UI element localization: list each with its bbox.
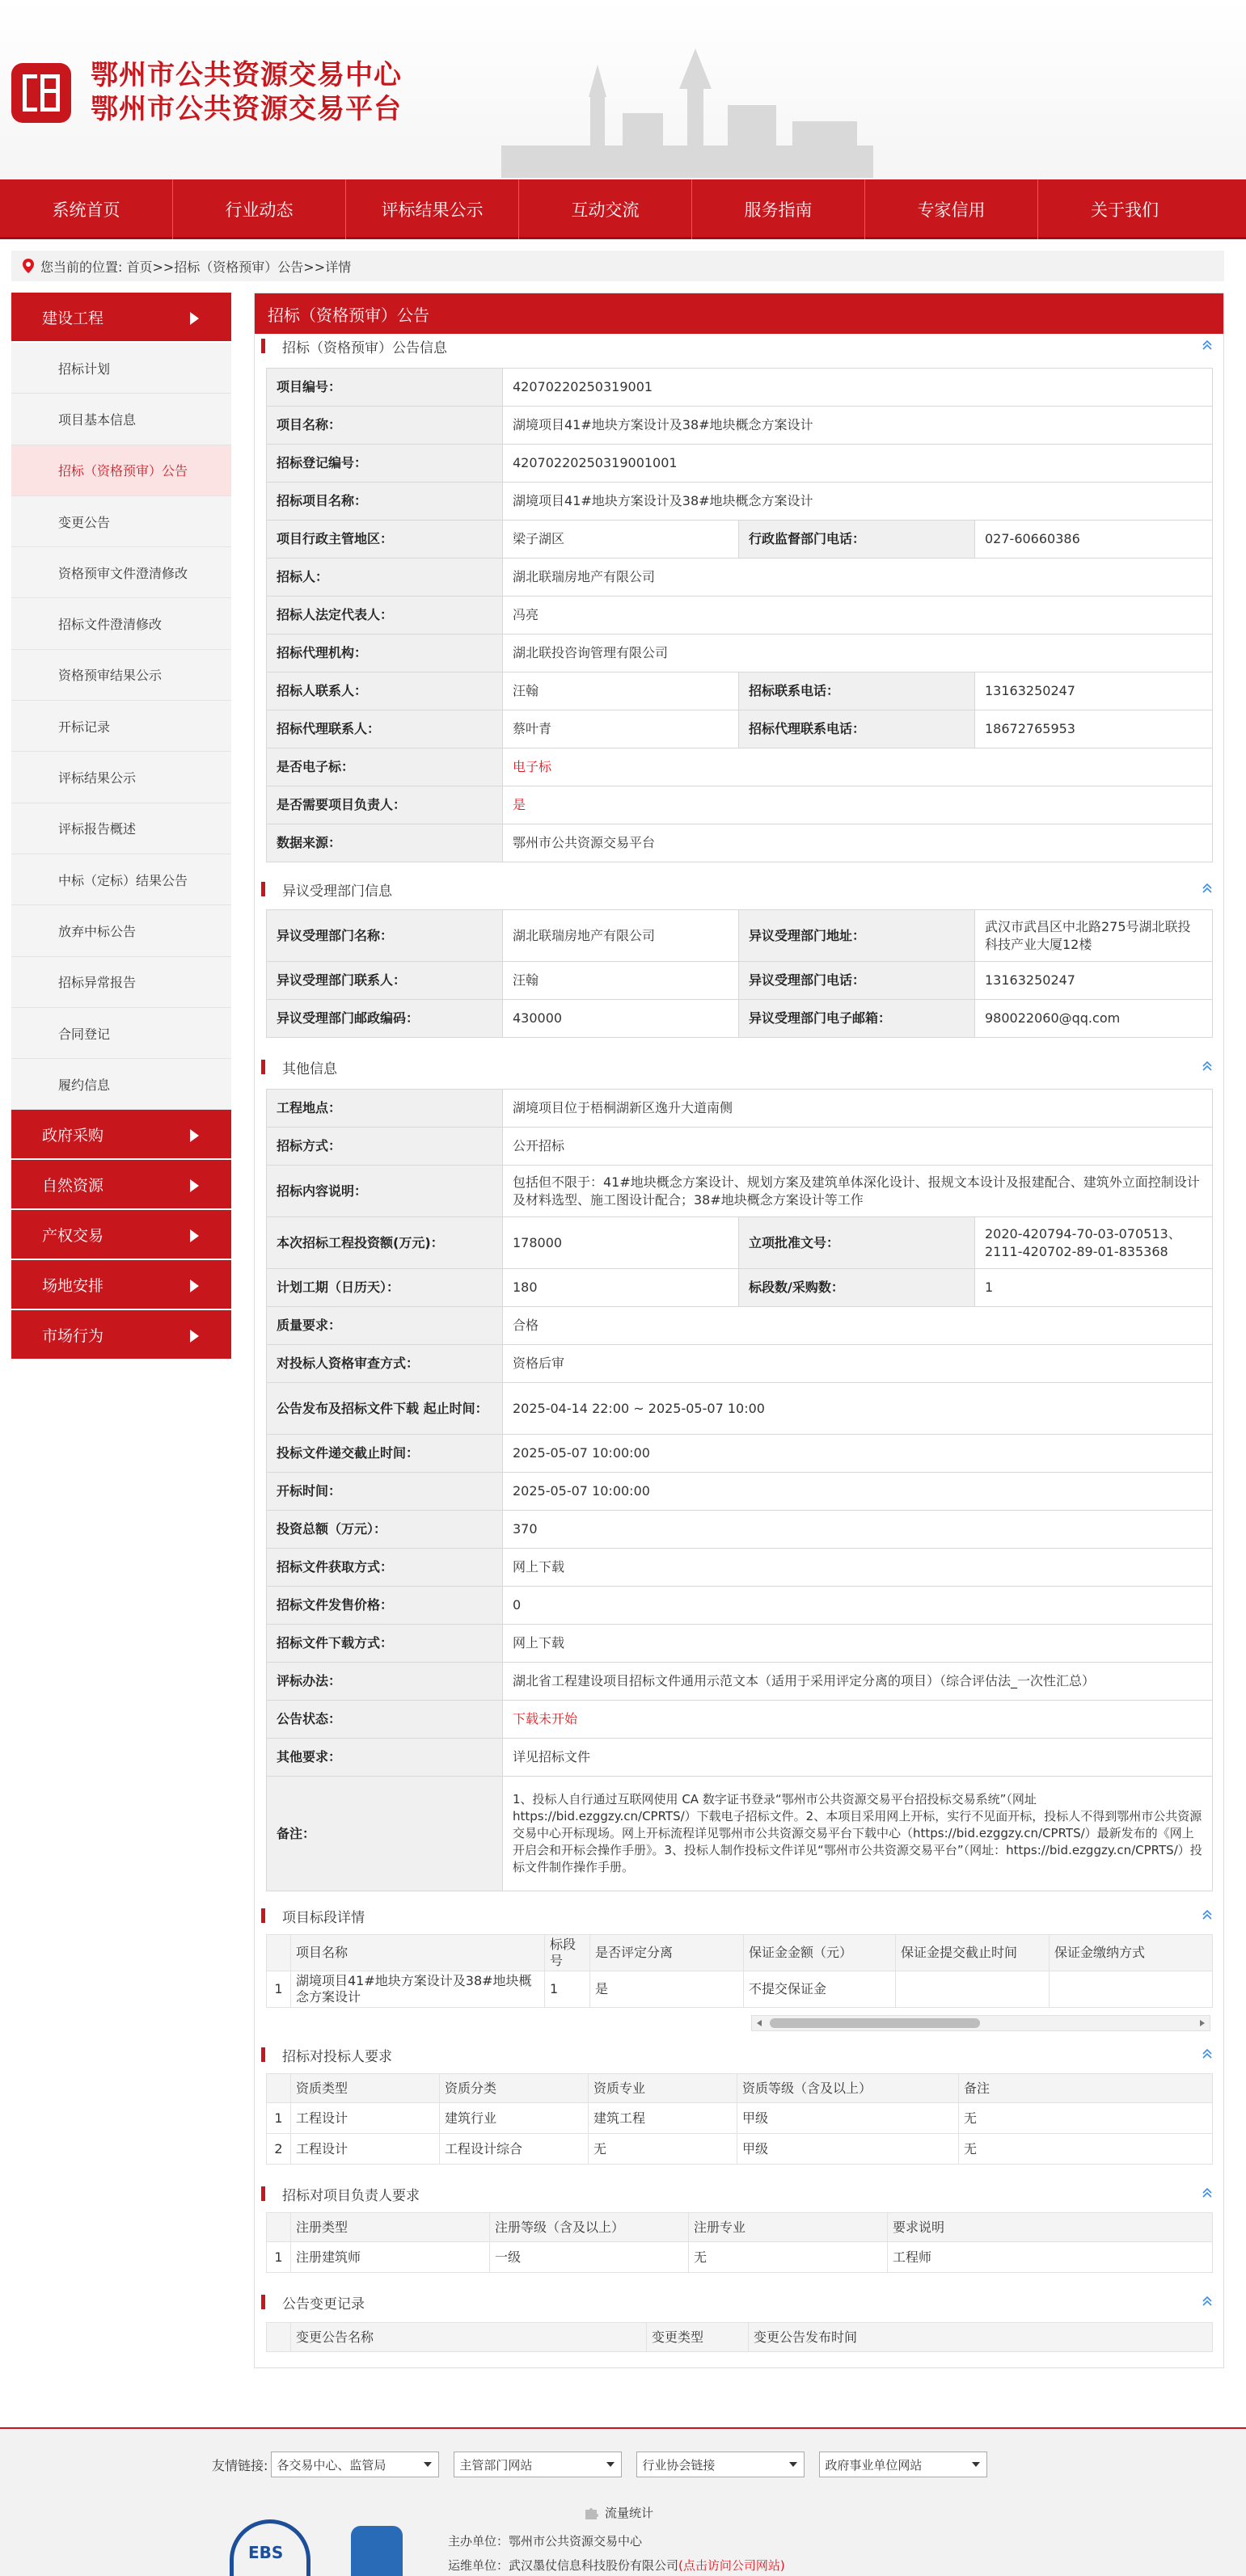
label: 公告发布及招标文件下载 起止时间： bbox=[267, 1383, 503, 1435]
label: 开标时间： bbox=[267, 1473, 503, 1511]
value: 武汉市武昌区中北路275号湖北联投科技产业大厦12楼 bbox=[975, 910, 1213, 962]
triangle-right-icon bbox=[190, 1129, 199, 1142]
label: 质量要求： bbox=[267, 1307, 503, 1345]
cell: 工程设计综合 bbox=[440, 2134, 589, 2165]
section-header-objection[interactable] bbox=[255, 877, 1223, 901]
value: 2025-05-07 10:00:00 bbox=[503, 1435, 1213, 1473]
column-header: 注册专业 bbox=[689, 2213, 888, 2242]
cell: 无 bbox=[589, 2134, 737, 2165]
table-row bbox=[267, 2103, 1213, 2134]
column-header: 变更类型 bbox=[647, 2323, 749, 2352]
cell: 湖境项目41#地块方案设计及38#地块概念方案设计 bbox=[291, 1971, 545, 2008]
sidebar-group-property[interactable] bbox=[11, 1210, 231, 1260]
label: 对投标人资格审查方式： bbox=[267, 1345, 503, 1383]
gov-badge-logo[interactable] bbox=[351, 2526, 403, 2576]
cell: 一级 bbox=[490, 2242, 689, 2273]
cell: 建筑行业 bbox=[440, 2103, 589, 2134]
chevron-down-icon bbox=[972, 2462, 980, 2467]
cell: 甲级 bbox=[737, 2103, 959, 2134]
main-nav bbox=[0, 179, 1246, 239]
nav-expert-credit[interactable]: 专家信用 bbox=[865, 179, 1038, 239]
section-header-pm-req[interactable] bbox=[255, 2182, 1223, 2206]
site-title-line2: 鄂州市公共资源交易平台 bbox=[91, 93, 402, 125]
table-row bbox=[267, 1971, 1213, 2008]
nav-industry-news[interactable]: 行业动态 bbox=[173, 179, 346, 239]
link-select-trading-centers[interactable] bbox=[271, 2452, 439, 2477]
label: 异议受理部门名称： bbox=[267, 910, 503, 962]
objection-table bbox=[266, 909, 1213, 1038]
value: 包括但不限于：41#地块概念方案设计、规划方案及建筑单体深化设计、报规文本设计及报建配合、建筑外立面控制设计及材料选型、施工图设计配合；38#地块概念方案设计等工作 bbox=[503, 1166, 1213, 1217]
value: 湖境项目41#地块方案设计及38#地块概念方案设计 bbox=[503, 483, 1213, 521]
triangle-right-icon bbox=[190, 1229, 199, 1242]
sidebar-item[interactable]: 资格预审结果公示 bbox=[11, 650, 231, 701]
sidebar-group-label: 自然资源 bbox=[42, 1176, 104, 1195]
label: 数据来源： bbox=[267, 824, 503, 862]
value: 430000 bbox=[503, 1000, 739, 1038]
value: 湖境项目41#地块方案设计及38#地块概念方案设计 bbox=[503, 407, 1213, 445]
chevron-up-icon[interactable] bbox=[1201, 1908, 1214, 1921]
value: 1 bbox=[975, 1269, 1213, 1307]
label: 本次招标工程投资额(万元)： bbox=[267, 1217, 503, 1269]
link-select-authorities[interactable] bbox=[454, 2452, 622, 2477]
scroll-left-icon[interactable] bbox=[755, 2019, 763, 2027]
link-select-institutions[interactable] bbox=[819, 2452, 987, 2477]
column-header: 注册类型 bbox=[291, 2213, 490, 2242]
value: 2025-05-07 10:00:00 bbox=[503, 1473, 1213, 1511]
section-title: 招标对项目负责人要求 bbox=[282, 2187, 420, 2204]
value: 2020-420794-70-03-070513、2111-420702-89-01-835368 bbox=[975, 1217, 1213, 1269]
column-header: 资质分类 bbox=[440, 2074, 589, 2103]
triangle-right-icon bbox=[190, 1280, 199, 1292]
sidebar-group-construction[interactable] bbox=[11, 293, 231, 343]
sidebar-group-venue[interactable] bbox=[11, 1260, 231, 1310]
column-header bbox=[267, 2323, 291, 2352]
sidebar-group-natural-resources[interactable] bbox=[11, 1160, 231, 1210]
ops-company-link[interactable]: (点击访问公司网站) bbox=[678, 2558, 785, 2573]
label: 招标文件发售价格： bbox=[267, 1587, 503, 1625]
column-header: 保证金缴纳方式 bbox=[1050, 1935, 1213, 1971]
sidebar-group-label: 建设工程 bbox=[42, 309, 104, 327]
label: 投资总额（万元）： bbox=[267, 1511, 503, 1549]
sidebar-group-label: 产权交易 bbox=[42, 1226, 104, 1245]
cell: 不提交保证金 bbox=[744, 1971, 896, 2008]
cell: 1 bbox=[267, 2103, 291, 2134]
notice-info-table bbox=[266, 368, 1213, 862]
sidebar-item-active[interactable]: 招标（资格预审）公告 bbox=[11, 445, 231, 496]
page-title: 招标（资格预审）公告 bbox=[255, 293, 1223, 334]
traffic-stats-label: 流量统计 bbox=[605, 2505, 654, 2520]
column-header: 是否评定分离 bbox=[590, 1935, 744, 1971]
ops-unit bbox=[448, 2553, 785, 2576]
friend-links-label: 友情链接: bbox=[212, 2457, 268, 2473]
sidebar-group-label: 市场行为 bbox=[42, 1326, 104, 1345]
value: 027-60660386 bbox=[975, 521, 1213, 559]
label: 投标文件递交截止时间： bbox=[267, 1435, 503, 1473]
sidebar-item[interactable]: 招标文件澄清修改 bbox=[11, 598, 231, 649]
section-header-other[interactable] bbox=[255, 1055, 1223, 1079]
table-row bbox=[267, 2134, 1213, 2165]
value: 湖境项目位于梧桐湖新区逸升大道南侧 bbox=[503, 1090, 1213, 1128]
value: 180 bbox=[503, 1269, 739, 1307]
value: 980022060@qq.com bbox=[975, 1000, 1213, 1038]
value: 0 bbox=[503, 1587, 1213, 1625]
column-header: 注册等级（含及以上） bbox=[490, 2213, 689, 2242]
column-header: 要求说明 bbox=[888, 2213, 1213, 2242]
column-header: 保证金提交截止时间 bbox=[896, 1935, 1050, 1971]
sidebar-group-procurement[interactable] bbox=[11, 1110, 231, 1160]
label: 异议受理部门邮政编码： bbox=[267, 1000, 503, 1038]
sidebar-item[interactable]: 评标结果公示 bbox=[11, 752, 231, 803]
label: 招标人： bbox=[267, 559, 503, 597]
scroll-right-icon[interactable] bbox=[1198, 2019, 1206, 2027]
value: 汪翰 bbox=[503, 962, 739, 1000]
label: 异议受理部门电子邮箱： bbox=[739, 1000, 975, 1038]
triangle-right-icon bbox=[190, 1330, 199, 1343]
footer-info bbox=[448, 2529, 785, 2576]
site-title bbox=[91, 58, 402, 126]
sidebar-group-label: 政府采购 bbox=[42, 1126, 104, 1145]
horizontal-scrollbar[interactable] bbox=[751, 2015, 1210, 2031]
scrollbar-thumb[interactable] bbox=[770, 2018, 980, 2028]
column-header: 资质类型 bbox=[291, 2074, 440, 2103]
sidebar-group-label: 场地安排 bbox=[42, 1276, 104, 1295]
link-select-associations[interactable] bbox=[636, 2452, 805, 2477]
sidebar bbox=[11, 293, 231, 1360]
cell: 是 bbox=[590, 1971, 744, 2008]
main-content bbox=[254, 293, 1224, 2368]
chevron-up-icon[interactable] bbox=[1201, 2295, 1214, 2308]
label: 计划工期（日历天）： bbox=[267, 1269, 503, 1307]
label: 异议受理部门地址： bbox=[739, 910, 975, 962]
column-header: 资质等级（含及以上） bbox=[737, 2074, 959, 2103]
nav-interaction[interactable]: 互动交流 bbox=[519, 179, 692, 239]
other-info-table bbox=[266, 1089, 1213, 1891]
select-value: 各交易中心、监管局 bbox=[277, 2457, 386, 2473]
triangle-right-icon bbox=[190, 1179, 199, 1192]
site-footer bbox=[0, 2427, 1246, 2576]
cell: 工程设计 bbox=[291, 2134, 440, 2165]
label: 其他要求： bbox=[267, 1739, 503, 1777]
value: 鄂州市公共资源交易平台 bbox=[503, 824, 1213, 862]
label: 是否需要项目负责人： bbox=[267, 786, 503, 824]
sidebar-item[interactable]: 变更公告 bbox=[11, 496, 231, 547]
section-title: 项目标段详情 bbox=[282, 1909, 365, 1926]
sidebar-item[interactable]: 招标异常报告 bbox=[11, 957, 231, 1008]
column-header: 资质专业 bbox=[589, 2074, 737, 2103]
value: 湖北联瑞房地产有限公司 bbox=[503, 910, 739, 962]
chevron-up-icon[interactable] bbox=[1201, 2047, 1214, 2060]
value: 13163250247 bbox=[975, 962, 1213, 1000]
select-value: 行业协会链接 bbox=[642, 2457, 716, 2473]
value: 湖北联投咨询管理有限公司 bbox=[503, 635, 1213, 672]
chevron-down-icon bbox=[424, 2462, 432, 2467]
section-title: 异议受理部门信息 bbox=[282, 883, 392, 900]
value: 178000 bbox=[503, 1217, 739, 1269]
section-title: 招标（资格预审）公告信息 bbox=[282, 339, 447, 356]
label: 招标人法定代表人： bbox=[267, 597, 503, 635]
chevron-up-icon[interactable] bbox=[1201, 882, 1214, 895]
value: 42070220250319001 bbox=[503, 369, 1213, 407]
label: 备注： bbox=[267, 1777, 503, 1891]
cell: 无 bbox=[689, 2242, 888, 2273]
section-header-bidder-req[interactable] bbox=[255, 2043, 1223, 2067]
sidebar-item[interactable]: 项目基本信息 bbox=[11, 394, 231, 445]
select-value: 主管部门网站 bbox=[459, 2457, 533, 2473]
value: 汪翰 bbox=[503, 672, 739, 710]
cell: 无 bbox=[959, 2134, 1213, 2165]
nav-evaluation-results[interactable]: 评标结果公示 bbox=[346, 179, 519, 239]
breadcrumb bbox=[11, 251, 1224, 281]
label: 异议受理部门电话： bbox=[739, 962, 975, 1000]
cell bbox=[1050, 1971, 1213, 2008]
value: 梁子湖区 bbox=[503, 521, 739, 559]
host-unit: 主办单位：鄂州市公共资源交易中心 bbox=[448, 2534, 643, 2549]
label: 公告状态： bbox=[267, 1701, 503, 1739]
label: 招标人联系人： bbox=[267, 672, 503, 710]
value: 42070220250319001001 bbox=[503, 445, 1213, 483]
lots-table bbox=[266, 1934, 1213, 2008]
ebs-text: EBS bbox=[248, 2543, 284, 2562]
value: 合格 bbox=[503, 1307, 1213, 1345]
cell: 注册建筑师 bbox=[291, 2242, 490, 2273]
chevron-up-icon[interactable] bbox=[1201, 1060, 1214, 1073]
friend-links bbox=[212, 2452, 987, 2477]
cell: 1 bbox=[267, 2242, 291, 2273]
label: 立项批准文号： bbox=[739, 1217, 975, 1269]
value: 湖北联瑞房地产有限公司 bbox=[503, 559, 1213, 597]
breadcrumb-text[interactable]: 您当前的位置: 首页>>招标（资格预审）公告>>详情 bbox=[40, 259, 352, 275]
sidebar-item[interactable]: 资格预审文件澄清修改 bbox=[11, 547, 231, 598]
sidebar-item[interactable]: 开标记录 bbox=[11, 701, 231, 752]
label: 招标代理联系电话： bbox=[739, 710, 975, 748]
cell: 工程师 bbox=[888, 2242, 1213, 2273]
chevron-up-icon[interactable] bbox=[1201, 339, 1214, 352]
value: 1、投标人自行通过互联网使用 CA 数字证书登录“鄂州市公共资源交易平台招投标交易系统”（网址https://bid.ezggzy.cn/CPRTS/）下载电子招标文件。2、本项目采用网上开标，实行不见面开标，投标人不得到鄂州市公共资源交易中心开标现场。网上开标流程详见鄂州市公共资源交易平台下载中心（https://bid.ezggzy.cn/CPRTS/）最新发布的《网上开启会和开标会操作手册》。3、投标人制作投标文件详见“鄂州市公共资源交易平台”（网址：https://bid.ezggzy.cn/CPRTS/）投标文件制作操作手册。 bbox=[503, 1777, 1213, 1891]
sidebar-item[interactable]: 合同登记 bbox=[11, 1008, 231, 1059]
label: 项目行政主管地区： bbox=[267, 521, 503, 559]
section-title: 其他信息 bbox=[282, 1060, 337, 1077]
cell: 2 bbox=[267, 2134, 291, 2165]
sidebar-item[interactable]: 中标（定标）结果公告 bbox=[11, 854, 231, 905]
cell: 甲级 bbox=[737, 2134, 959, 2165]
city-skyline-image bbox=[485, 48, 889, 178]
value: 是 bbox=[503, 786, 1213, 824]
sidebar-group-market[interactable] bbox=[11, 1310, 231, 1360]
label: 评标办法： bbox=[267, 1663, 503, 1701]
cell: 工程设计 bbox=[291, 2103, 440, 2134]
change-log-table bbox=[266, 2322, 1213, 2352]
label: 招标项目名称： bbox=[267, 483, 503, 521]
sidebar-item[interactable]: 评标报告概述 bbox=[11, 803, 231, 854]
pm-req-table bbox=[266, 2212, 1213, 2273]
value: 湖北省工程建设项目招标文件通用示范文本（适用于采用评定分离的项目）（综合评估法_一次性汇总） bbox=[503, 1663, 1213, 1701]
sidebar-item[interactable]: 放弃中标公告 bbox=[11, 905, 231, 956]
sidebar-item[interactable]: 招标计划 bbox=[11, 343, 231, 394]
label: 招标文件获取方式： bbox=[267, 1549, 503, 1587]
value: 13163250247 bbox=[975, 672, 1213, 710]
chevron-up-icon[interactable] bbox=[1201, 2186, 1214, 2199]
triangle-right-icon bbox=[190, 312, 199, 325]
section-header-lots[interactable] bbox=[255, 1904, 1223, 1928]
column-header bbox=[267, 2074, 291, 2103]
value: 网上下载 bbox=[503, 1625, 1213, 1663]
value: 冯亮 bbox=[503, 597, 1213, 635]
value: 电子标 bbox=[503, 748, 1213, 786]
section-title: 招标对投标人要求 bbox=[282, 2048, 392, 2065]
value: 370 bbox=[503, 1511, 1213, 1549]
select-value: 政府事业单位网站 bbox=[825, 2457, 923, 2473]
column-header bbox=[267, 2213, 291, 2242]
column-header: 变更公告名称 bbox=[291, 2323, 647, 2352]
column-header: 项目名称 bbox=[291, 1935, 545, 1971]
site-title-line1: 鄂州市公共资源交易中心 bbox=[91, 59, 402, 91]
label: 招标代理机构： bbox=[267, 635, 503, 672]
label: 招标登记编号： bbox=[267, 445, 503, 483]
label: 行政监督部门电话： bbox=[739, 521, 975, 559]
column-header: 备注 bbox=[959, 2074, 1213, 2103]
value: 详见招标文件 bbox=[503, 1739, 1213, 1777]
value: 公开招标 bbox=[503, 1128, 1213, 1166]
ops-unit-text: 运维单位：武汉墨仗信息科技股份有限公司 bbox=[448, 2558, 679, 2573]
column-header: 标段号 bbox=[545, 1935, 590, 1971]
value: 资格后审 bbox=[503, 1345, 1213, 1383]
label: 项目编号： bbox=[267, 369, 503, 407]
cell: 无 bbox=[959, 2103, 1213, 2134]
chevron-down-icon bbox=[606, 2462, 615, 2467]
label: 招标联系电话： bbox=[739, 672, 975, 710]
site-header bbox=[0, 0, 1246, 179]
label: 标段数/采购数： bbox=[739, 1269, 975, 1307]
value: 18672765953 bbox=[975, 710, 1213, 748]
section-title: 公告变更记录 bbox=[282, 2296, 365, 2312]
cell bbox=[896, 1971, 1050, 2008]
puzzle-icon bbox=[582, 2503, 600, 2521]
nav-service-guide[interactable]: 服务指南 bbox=[692, 179, 865, 239]
label: 招标代理联系人： bbox=[267, 710, 503, 748]
table-row bbox=[267, 2242, 1213, 2273]
label: 工程地点： bbox=[267, 1090, 503, 1128]
value: 蔡叶青 bbox=[503, 710, 739, 748]
label: 招标方式： bbox=[267, 1128, 503, 1166]
chevron-down-icon bbox=[789, 2462, 797, 2467]
column-header: 保证金金额（元） bbox=[744, 1935, 896, 1971]
sidebar-item[interactable]: 履约信息 bbox=[11, 1059, 231, 1110]
ebs-badge-logo[interactable] bbox=[230, 2519, 310, 2576]
bidder-req-table bbox=[266, 2073, 1213, 2165]
label: 招标文件下载方式： bbox=[267, 1625, 503, 1663]
site-logo[interactable] bbox=[11, 63, 71, 123]
label: 招标内容说明： bbox=[267, 1166, 503, 1217]
value: 2025-04-14 22:00 ~ 2025-05-07 10:00 bbox=[503, 1383, 1213, 1435]
label: 异议受理部门联系人： bbox=[267, 962, 503, 1000]
value: 网上下载 bbox=[503, 1549, 1213, 1587]
cell: 1 bbox=[267, 1971, 291, 2008]
column-header bbox=[267, 1935, 291, 1971]
nav-home[interactable]: 系统首页 bbox=[0, 179, 173, 239]
cell: 建筑工程 bbox=[589, 2103, 737, 2134]
section-header-change-log[interactable] bbox=[255, 2290, 1223, 2314]
location-pin-icon bbox=[23, 259, 34, 273]
label: 是否电子标： bbox=[267, 748, 503, 786]
label: 项目名称： bbox=[267, 407, 503, 445]
nav-about-us[interactable]: 关于我们 bbox=[1091, 200, 1159, 220]
cell: 1 bbox=[545, 1971, 590, 2008]
value: 下载未开始 bbox=[503, 1701, 1213, 1739]
section-header-notice-info[interactable] bbox=[255, 334, 1223, 358]
column-header: 变更公告发布时间 bbox=[749, 2323, 1213, 2352]
traffic-stats[interactable] bbox=[582, 2503, 653, 2521]
